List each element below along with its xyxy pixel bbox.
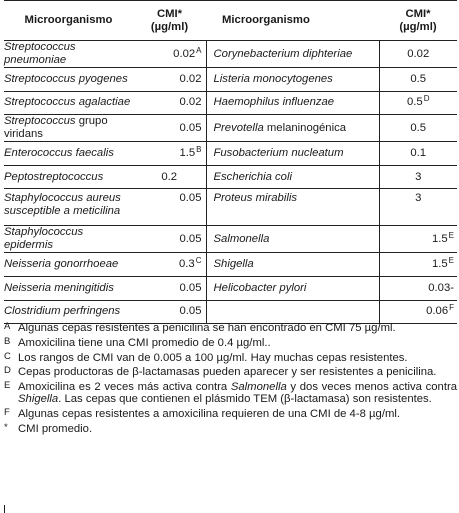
cmi-cell [133, 300, 206, 324]
footnote-text: Amoxicilina tiene una CMI promedio de 0.4 µg/ml.. [18, 336, 271, 349]
cmi-cell [379, 68, 457, 92]
organism-cell: Streptococcus agalactiae [4, 91, 133, 115]
organism-cell: Streptococcus pyogenes [4, 68, 133, 92]
footnote-text-part: Amoxicilina es 2 veces más activa contra [18, 381, 231, 394]
organism-cell: Neisseria meningitidis [4, 276, 133, 300]
cmi-cell [133, 41, 206, 68]
organism-cell [4, 189, 133, 226]
cmi-value: 0.02 [179, 72, 202, 85]
cmi-value: 0.05 [179, 281, 202, 294]
cmi-value: 1.5 [431, 232, 448, 245]
footnote-text: Los rangos de CMI van de 0.005 a 100 µg/ml. Hay muchas cepas resistentes. [18, 351, 408, 364]
cmi-value: 0.1 [410, 146, 427, 159]
cmi-value: 0.5 [410, 121, 427, 134]
organism-cell: Peptostreptococcus [4, 165, 133, 189]
footnote-mark: A [196, 45, 202, 55]
footnote-label: F [4, 407, 10, 419]
cmi-cell [379, 300, 457, 324]
cmi-cell [133, 226, 206, 253]
footnote-text: Algunas cepas resistentes a amoxicilina requieren de una CMI de 4-8 µg/ml. [18, 408, 401, 421]
table-header-row [4, 1, 457, 41]
organism-cell [206, 300, 379, 324]
organism-cell: Clostridium perfringens [4, 300, 133, 324]
footnote-label: A [4, 321, 11, 332]
cmi-cell [379, 41, 457, 68]
footnote-mark: D [423, 94, 430, 104]
table-row [4, 165, 457, 189]
organism-cell: Enterococcus faecalis [4, 142, 133, 166]
organism-cell: Corynebacterium diphteriae [206, 41, 379, 68]
organism-cell: Staphylococcus epidermis [4, 226, 133, 253]
organism-cell: Listeria monocytogenes [206, 68, 379, 92]
footnote-label: D [4, 365, 11, 377]
table-row [4, 68, 457, 92]
header-cmi-2 [379, 1, 457, 41]
cmi-value: 0.05 [179, 192, 202, 205]
footnote-mark: E [448, 256, 454, 266]
header-microorganismo-1: Microorganismo [4, 1, 133, 41]
footnote-organism: Salmonella [230, 381, 287, 394]
cmi-value: 1.5 [431, 258, 448, 271]
footnote-mark: E [448, 230, 454, 240]
organism-cell [206, 115, 379, 142]
cmi-cell [379, 276, 457, 300]
header-cmi-1-line2: (µg/ml) [150, 20, 189, 33]
table-row [4, 253, 457, 277]
cmi-value: 3 [415, 170, 422, 183]
cmi-value: 0.2 [161, 170, 178, 183]
cmi-cell [133, 276, 206, 300]
header-cmi-2-line2: (µg/ml) [399, 20, 437, 33]
footnote-text-part: . Las cepas que contienen el plásmido TEM (β-lactamasa) son resistentes. [58, 393, 432, 406]
organism-qualifier: grupo viridans [4, 115, 108, 141]
footnote-label: B [4, 335, 11, 347]
cmi-value: 0.5 [410, 72, 427, 85]
cmi-value: 3 [415, 192, 422, 205]
organism-cell: Neisseria gonorrhoeae [4, 253, 133, 277]
table-row [4, 41, 457, 68]
page-edge-rule [4, 505, 5, 513]
organism-cell: Shigella [206, 253, 379, 277]
organism-cell [4, 115, 133, 142]
footnote-organism: Shigella [18, 393, 59, 406]
cmi-value: 0.05 [179, 121, 202, 134]
footnote-label: E [4, 380, 11, 392]
table-row [4, 276, 457, 300]
organism-qualifier: melaninogénica [263, 121, 347, 134]
organism-qualifier: susceptible a meticilina [4, 205, 121, 218]
organism-cell: Salmonella [206, 226, 379, 253]
table-row [4, 300, 457, 324]
cmi-cell [133, 91, 206, 115]
footnote-text-part: y dos veces menos activa contra [286, 381, 458, 394]
cmi-cell [133, 142, 206, 166]
organism-cell: Streptococcus pneumoniae [4, 41, 133, 68]
header-cmi-1 [133, 1, 206, 41]
cmi-cell [379, 165, 457, 189]
cmi-value: 0.5 [407, 96, 423, 109]
organism-name: Staphylococcus aureus [4, 192, 121, 205]
footnote [4, 381, 457, 405]
cmi-value: 0.02 [173, 47, 196, 60]
document-page [4, 0, 457, 513]
cmi-cell [379, 115, 457, 142]
footnote [4, 423, 457, 435]
organism-cell: Fusobacterium nucleatum [206, 142, 379, 166]
footnote [4, 322, 457, 334]
cmi-value: 1.5 [179, 146, 196, 159]
table-row [4, 91, 457, 115]
organism-cell: Proteus mirabilis [206, 189, 379, 226]
organism-cell: Helicobacter pylori [206, 276, 379, 300]
cmi-cell [379, 142, 457, 166]
cmi-value: 0.05 [179, 305, 202, 318]
cmi-cell [379, 189, 457, 226]
header-cmi-1-line1: CMI* [156, 7, 183, 20]
table-row [4, 115, 457, 142]
organism-genus: Streptococcus [4, 115, 76, 128]
cmi-value: 0.3 [179, 258, 195, 271]
cmi-cell [379, 226, 457, 253]
header-microorganismo-2: Microorganismo [206, 1, 379, 41]
footnotes [4, 322, 457, 438]
cmi-cell [133, 68, 206, 92]
table-row [4, 142, 457, 166]
footnote-text [18, 381, 457, 405]
footnote-label: C [4, 350, 11, 362]
footnote-text: CMI promedio. [18, 422, 93, 435]
footnote [4, 408, 457, 420]
footnote-mark: F [449, 303, 454, 313]
organism-genus: Prevotella [213, 121, 264, 134]
organism-cell: Haemophilus influenzae [206, 91, 379, 115]
cmi-value: 0.02 [407, 47, 430, 60]
cmi-cell [133, 165, 206, 189]
table-row [4, 189, 457, 226]
footnote [4, 337, 457, 349]
cmi-value: 0.02 [179, 96, 202, 109]
footnote-label: * [4, 421, 8, 433]
cmi-value: 0.05 [179, 232, 202, 245]
cmi-value: 0.03- [428, 281, 454, 294]
footnote-mark: C [195, 256, 202, 266]
cmi-cell [133, 115, 206, 142]
footnote-mark: B [196, 144, 202, 154]
cmi-cell [133, 253, 206, 277]
cmi-cell [133, 189, 206, 226]
footnote-text: Cepas productoras de β-lactamasas pueden aparecer y ser resistentes a penicilina. [18, 366, 437, 379]
cmi-value: 0.06 [426, 305, 449, 318]
footnote [4, 352, 457, 364]
mic-table [4, 0, 457, 324]
organism-cell: Escherichia coli [206, 165, 379, 189]
cmi-cell [379, 253, 457, 277]
header-cmi-2-line1: CMI* [405, 7, 431, 20]
cmi-cell [379, 91, 457, 115]
footnote-text: Algunas cepas resistentes a penicilina se han encontrado en CMI 75 µg/ml. [18, 322, 396, 334]
table-row [4, 226, 457, 253]
footnote [4, 366, 457, 378]
